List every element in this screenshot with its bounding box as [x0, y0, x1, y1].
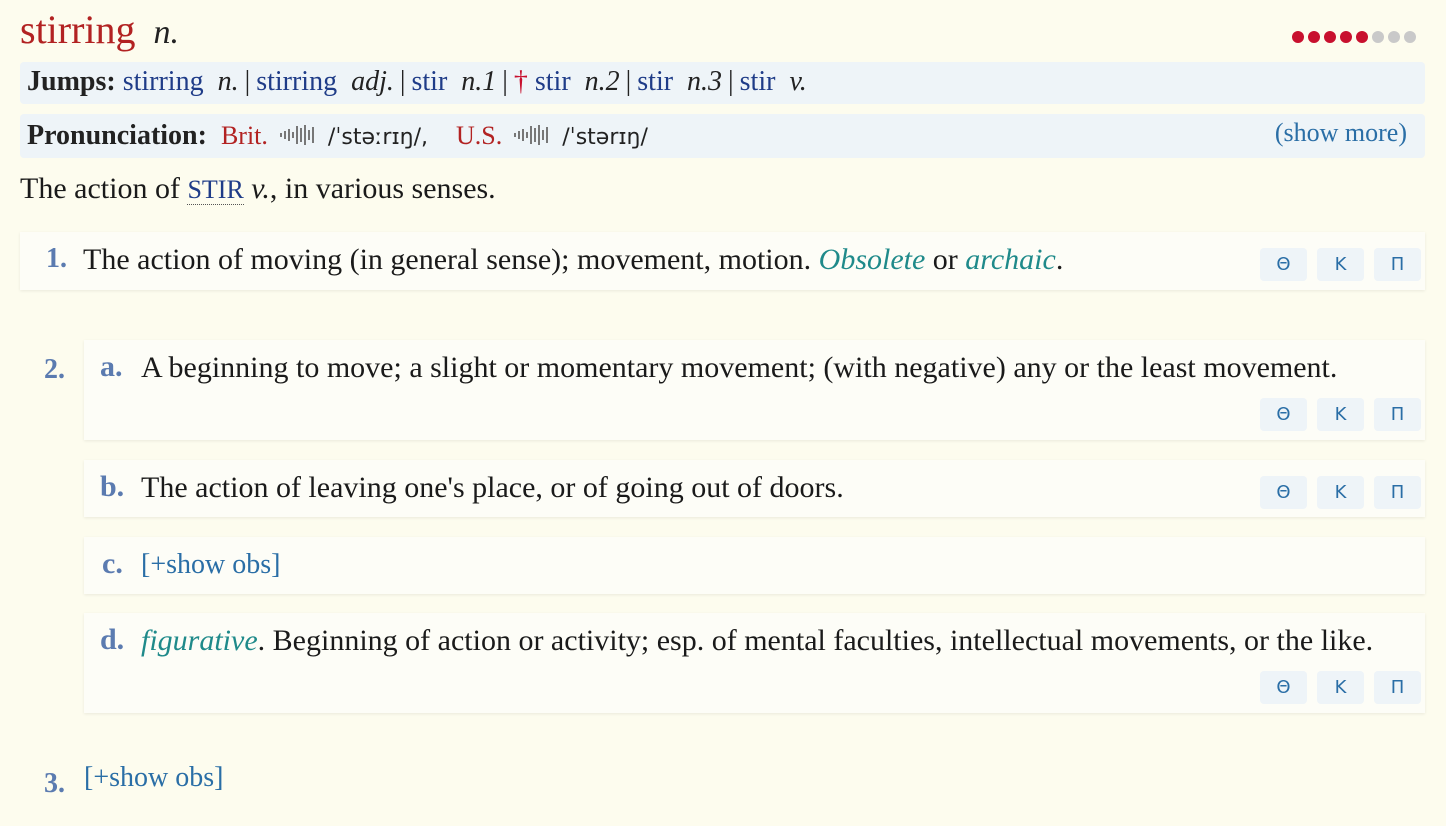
sense-2d: [84, 613, 1425, 713]
sense-definition: [141, 543, 280, 587]
sense-tools: [1260, 398, 1421, 431]
jumps-bar: [20, 62, 1425, 104]
headword-text: stirring: [20, 7, 136, 52]
sense-tools: [1260, 248, 1421, 281]
summary-prefix: The action of: [20, 172, 180, 205]
frequency-dot-empty: [1372, 31, 1384, 43]
sense-tools: [1260, 476, 1421, 509]
usage-label-obsolete[interactable]: Obsolete: [818, 243, 926, 276]
jumps-label: Jumps:: [27, 66, 116, 97]
brit-ipa: /ˈstəːrɪŋ/,: [327, 125, 428, 150]
headword: [20, 6, 179, 53]
headword-pos: n.: [153, 14, 180, 51]
brit-label: Brit.: [220, 121, 268, 150]
xref-pos: v.: [251, 172, 270, 205]
show-obsolete-link[interactable]: [+show obs]: [84, 762, 224, 793]
us-ipa: /ˈstərɪŋ/: [562, 125, 648, 150]
jump-separator: |: [244, 66, 251, 97]
subsense-letter: d.: [100, 623, 125, 656]
jump-link-stir-n3[interactable]: stir n.3: [637, 66, 723, 97]
sense-tools: [1260, 671, 1421, 704]
obsolete-dagger-icon: †: [513, 66, 528, 97]
audio-play-icon[interactable]: [513, 124, 551, 146]
sense-definition: A beginning to move; a slight or momentary movement; (with negative) any or the least movement.: [141, 351, 1338, 384]
sense-number: 1.: [46, 243, 67, 274]
subsense-letter: a.: [100, 350, 123, 383]
xref-stir-link[interactable]: STIR: [187, 175, 244, 204]
quotations-button[interactable]: Π: [1374, 248, 1421, 281]
categories-button[interactable]: Κ: [1317, 476, 1364, 509]
frequency-dot-empty: [1388, 31, 1400, 43]
jump-link-stir-n1[interactable]: stir n.1: [411, 66, 497, 97]
jump-separator: |: [728, 66, 734, 97]
usage-label-figurative[interactable]: figurative: [141, 624, 258, 657]
categories-button[interactable]: Κ: [1317, 398, 1364, 431]
quotations-button[interactable]: Π: [1374, 476, 1421, 509]
jump-link-stir-v[interactable]: stir v.: [739, 66, 807, 97]
thesaurus-button[interactable]: Θ: [1260, 476, 1307, 509]
jump-link-stirring-n[interactable]: stirring n.: [122, 66, 239, 97]
entry-summary: [20, 172, 496, 206]
jump-separator: |: [502, 66, 508, 97]
us-label: U.S.: [455, 121, 503, 150]
jump-link-stir-n2[interactable]: † stir n.2: [513, 66, 620, 97]
frequency-dot-filled: [1308, 31, 1320, 43]
sense-2c: [84, 537, 1425, 594]
jump-separator: |: [399, 66, 406, 97]
thesaurus-button[interactable]: Θ: [1260, 671, 1307, 704]
thesaurus-button[interactable]: Θ: [1260, 248, 1307, 281]
sense-number: 3.: [44, 768, 65, 799]
sense-definition: figurative. Beginning of action or activity; esp. of mental faculties, intellectual movements, or the like.: [141, 624, 1374, 657]
jump-separator: |: [625, 66, 632, 97]
frequency-dot-empty: [1404, 31, 1416, 43]
frequency-dot-filled: [1340, 31, 1352, 43]
quotations-button[interactable]: Π: [1374, 671, 1421, 704]
usage-label-archaic[interactable]: archaic: [965, 243, 1056, 276]
sense-2b: [84, 460, 1425, 517]
show-obsolete-link[interactable]: [+show obs]: [141, 549, 281, 580]
frequency-dot-filled: [1356, 31, 1368, 43]
jump-link-stirring-adj[interactable]: stirring adj.: [256, 66, 394, 97]
frequency-dot-filled: [1292, 31, 1304, 43]
sense-number: 2.: [44, 354, 65, 385]
frequency-indicator: [1292, 31, 1416, 43]
categories-button[interactable]: Κ: [1317, 248, 1364, 281]
show-more-link[interactable]: (show more): [1274, 118, 1407, 147]
frequency-dot-filled: [1324, 31, 1336, 43]
categories-button[interactable]: Κ: [1317, 671, 1364, 704]
sense-definition: The action of moving (in general sense); movement, motion. Obsolete or archaic.: [83, 243, 1064, 276]
quotations-button[interactable]: Π: [1374, 398, 1421, 431]
audio-play-icon[interactable]: [279, 124, 317, 146]
subsense-letter: c.: [102, 547, 123, 580]
pronunciation-label: Pronunciation:: [27, 120, 207, 151]
sense-2a: [84, 340, 1425, 440]
sense-1: [20, 232, 1425, 290]
pronunciation-bar: [20, 114, 1425, 158]
thesaurus-button[interactable]: Θ: [1260, 398, 1307, 431]
summary-suffix: , in various senses.: [269, 172, 496, 205]
sense-definition: The action of leaving one's place, or of going out of doors.: [141, 471, 844, 504]
subsense-letter: b.: [100, 470, 125, 503]
